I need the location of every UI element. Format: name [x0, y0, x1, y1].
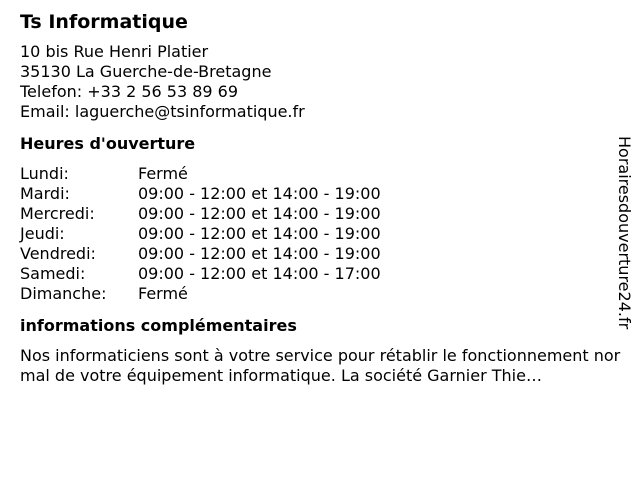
time-value: 09:00 - 12:00 et 14:00 - 19:00 [138, 244, 381, 263]
time-value: Fermé [138, 284, 188, 303]
day-label: Mercredi: [20, 204, 95, 223]
hours-heading: Heures d'ouverture [20, 134, 196, 153]
phone-number: Telefon: +33 2 56 53 89 69 [20, 82, 239, 101]
postal-city: 35130 La Guerche-de-Bretagne [20, 62, 272, 81]
hours-row-lundi [20, 164, 381, 184]
hours-row-mercredi [20, 204, 381, 224]
day-label: Jeudi: [20, 224, 65, 243]
email-address: Email: laguerche@tsinformatique.fr [20, 102, 305, 121]
business-card [20, 10, 621, 386]
day-label: Dimanche: [20, 284, 107, 303]
business-name: Ts Informatique [20, 11, 188, 33]
hours-row-mardi [20, 184, 381, 204]
hours-row-vendredi [20, 244, 381, 264]
time-value: 09:00 - 12:00 et 14:00 - 19:00 [138, 204, 381, 223]
hours-row-jeudi [20, 224, 381, 244]
day-label: Vendredi: [20, 244, 96, 263]
business-description: Nos informaticiens sont à votre service pour rétablir le fonctionnement normal de votre équipement informatique. La société Garnier Thie… [20, 346, 621, 385]
site-watermark: Horairesdouverture24.fr [615, 136, 634, 330]
time-value: 09:00 - 12:00 et 14:00 - 17:00 [138, 264, 381, 283]
hours-row-dimanche [20, 284, 381, 304]
day-label: Lundi: [20, 164, 69, 183]
day-label: Mardi: [20, 184, 70, 203]
address-block [20, 42, 610, 122]
hours-row-samedi [20, 264, 381, 284]
time-value: 09:00 - 12:00 et 14:00 - 19:00 [138, 184, 381, 203]
street-address: 10 bis Rue Henri Platier [20, 42, 209, 61]
info-heading: informations complémentaires [20, 316, 297, 335]
time-value: Fermé [138, 164, 188, 183]
opening-hours-table [20, 164, 381, 304]
day-label: Samedi: [20, 264, 86, 283]
time-value: 09:00 - 12:00 et 14:00 - 19:00 [138, 224, 381, 243]
